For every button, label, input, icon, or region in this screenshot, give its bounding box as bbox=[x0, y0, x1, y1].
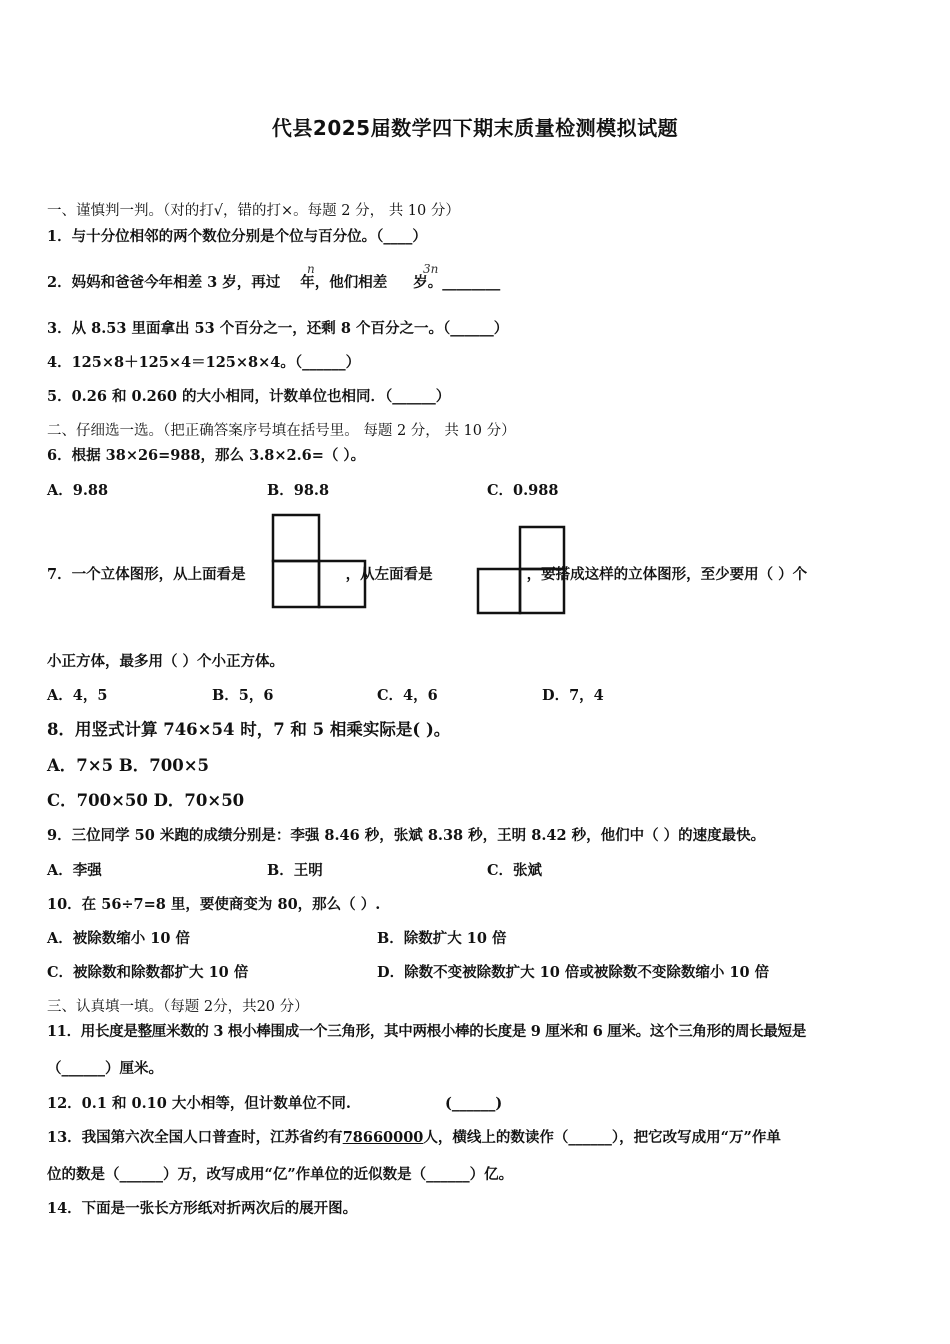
left-view-figure bbox=[475, 524, 567, 616]
q9-option-c: C．张斌 bbox=[487, 862, 543, 879]
question-11: 11．用长度是整厘米数的 3 根小棒围成一个三角形，其中两根小棒的长度是 9 厘米和 6 厘米。这个三角形的周长最短是 bbox=[47, 1023, 807, 1040]
q2-symbol-n: n bbox=[307, 262, 315, 276]
section-2-heading: 二、仔细选一选。（把正确答案序号填在括号里。 每题 2 分， 共 10 分） bbox=[47, 423, 516, 439]
question-5: 5．0.26 和 0.260 的大小相同，计数单位也相同．（______） bbox=[47, 388, 451, 405]
q2-part-c: 岁。________ bbox=[413, 274, 501, 291]
page-title: 代县2025届数学四下期末质量检测模拟试题 bbox=[271, 116, 679, 140]
q6-option-a: A．9.88 bbox=[47, 482, 109, 499]
question-9: 9．三位同学 50 米跑的成绩分别是：李强 8.46 秒，张斌 8.38 秒，王明 8.42 秒，他们中（ ）的速度最快。 bbox=[47, 827, 766, 844]
question-11-continued: （______）厘米。 bbox=[47, 1060, 163, 1077]
q13-population-number: 78660000 bbox=[342, 1129, 424, 1146]
q7-part-c: ，要搭成这样的立体图形，至少要用（ ）个 bbox=[526, 566, 808, 583]
q13-part-b: 人，横线上的数读作（______），把它改写成用“万”作单 bbox=[423, 1129, 781, 1146]
q12-answer-blank: (______) bbox=[445, 1095, 503, 1112]
section-1-heading: 一、谨慎判一判。（对的打√，错的打×。每题 2 分， 共 10 分） bbox=[47, 203, 460, 219]
question-13 bbox=[47, 1128, 781, 1148]
top-view-figure bbox=[270, 512, 368, 610]
q8-options-cd: C．700×50 D．70×50 bbox=[47, 791, 245, 810]
q10-option-a: A．被除数缩小 10 倍 bbox=[47, 930, 191, 947]
q10-option-d: D．除数不变被除数扩大 10 倍或被除数不变除数缩小 10 倍 bbox=[377, 964, 770, 981]
question-3: 3．从 8.53 里面拿出 53 个百分之一，还剩 8 个百分之一。（______） bbox=[47, 320, 509, 337]
question-8: 8．用竖式计算 746×54 时，7 和 5 相乘实际是( )。 bbox=[47, 720, 451, 739]
q7-part-b: ，从左面看是 bbox=[345, 566, 433, 583]
q2-symbol-3n: 3n bbox=[423, 262, 439, 276]
q7-option-d: D．7，4 bbox=[542, 687, 604, 704]
q7-option-b: B．5，6 bbox=[212, 687, 274, 704]
question-12: 12．0.1 和 0.10 大小相等，但计数单位不同. bbox=[47, 1095, 351, 1112]
question-6: 6．根据 38×26=988，那么 3.8×2.6=（ ）。 bbox=[47, 447, 366, 464]
question-13-continued: 位的数是（______）万，改写成用“亿”作单位的近似数是（______）亿。 bbox=[47, 1166, 514, 1183]
question-14: 14．下面是一张长方形纸对折两次后的展开图。 bbox=[47, 1200, 358, 1217]
q10-option-c: C．被除数和除数都扩大 10 倍 bbox=[47, 964, 249, 981]
q7-option-a: A．4，5 bbox=[47, 687, 108, 704]
q10-option-b: B．除数扩大 10 倍 bbox=[377, 930, 507, 947]
q2-part-b: 年，他们相差 bbox=[300, 274, 388, 291]
question-7 bbox=[47, 565, 807, 585]
question-2 bbox=[47, 273, 500, 293]
q6-option-b: B．98.8 bbox=[267, 482, 330, 499]
question-10: 10．在 56÷7=8 里，要使商变为 80，那么（ ）. bbox=[47, 896, 381, 913]
section-3-heading: 三、认真填一填。（每题 2分，共20 分） bbox=[47, 999, 309, 1015]
q13-part-a: 13．我国第六次全国人口普查时，江苏省约有 bbox=[47, 1129, 343, 1146]
q6-option-c: C．0.988 bbox=[487, 482, 559, 499]
q7-option-c: C．4，6 bbox=[377, 687, 438, 704]
q7-part-a: 7．一个立体图形，从上面看是 bbox=[47, 566, 246, 583]
q9-option-b: B．王明 bbox=[267, 862, 323, 879]
question-7-continued: 小正方体，最多用（ ）个小正方体。 bbox=[47, 653, 285, 670]
q8-options-ab: A．7×5 B．700×5 bbox=[47, 756, 210, 775]
question-4: 4．125×8＋125×4＝125×8×4。（______） bbox=[47, 354, 361, 371]
q2-part-a: 2．妈妈和爸爸今年相差 3 岁，再过 bbox=[47, 274, 281, 291]
question-1: 1．与十分位相邻的两个数位分别是个位与百分位。（____） bbox=[47, 228, 427, 245]
q9-option-a: A．李强 bbox=[47, 862, 102, 879]
